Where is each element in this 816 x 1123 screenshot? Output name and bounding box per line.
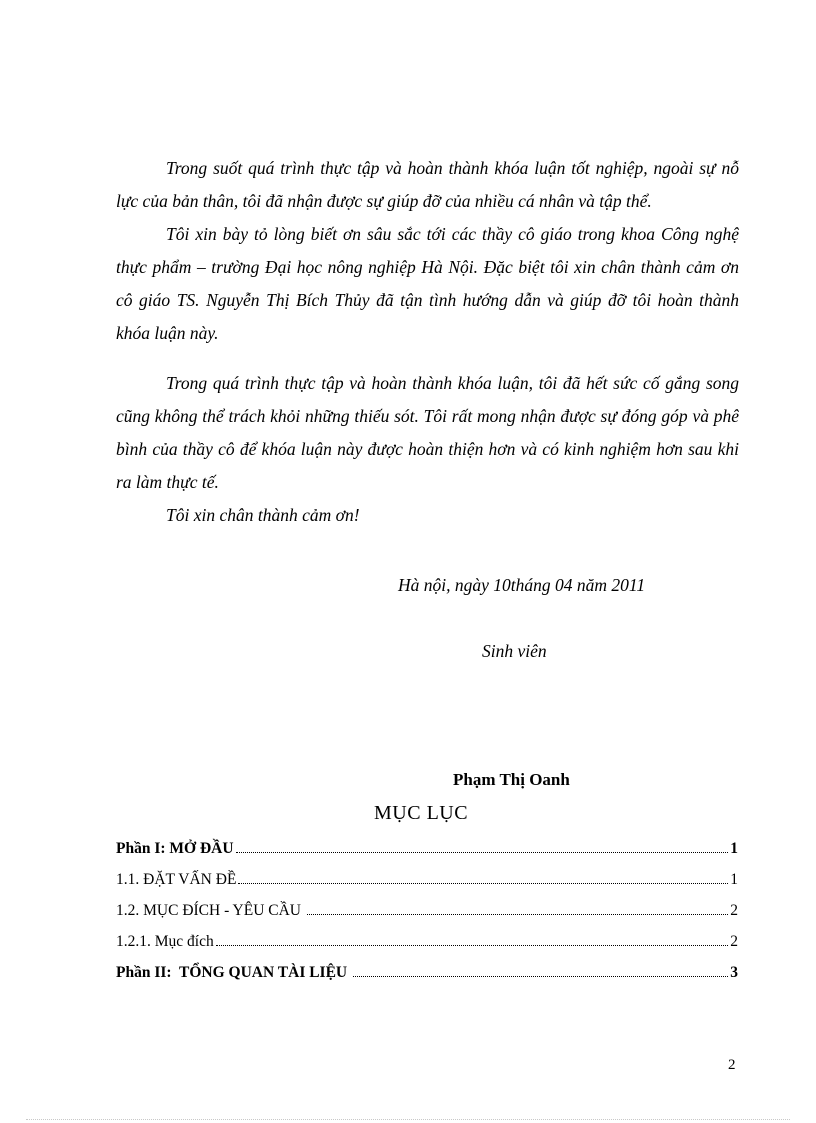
toc-entry-page: 2 [730, 902, 738, 919]
toc-entry[interactable] [116, 933, 738, 964]
signer-name: Phạm Thị Oanh [453, 770, 570, 789]
toc-entry-label: Phần I: MỞ ĐẦU [116, 840, 234, 857]
toc-entry-page: 3 [730, 964, 738, 981]
toc-entry-page: 2 [730, 933, 738, 950]
signer-role: Sinh viên [482, 641, 547, 661]
toc-entry[interactable] [116, 840, 738, 871]
toc-leader-dots [238, 883, 728, 884]
toc-entry-page: 1 [730, 871, 738, 888]
ack-closing: Tôi xin chân thành cảm ơn! [166, 505, 360, 525]
table-of-contents [116, 840, 738, 995]
toc-leader-dots [353, 976, 728, 977]
toc-leader-dots [307, 914, 728, 915]
toc-entry[interactable] [116, 964, 738, 995]
toc-entry-label: 1.1. ĐẶT VẤN ĐỀ [116, 871, 237, 888]
toc-title: MỤC LỤC [374, 802, 469, 824]
place-date: Hà nội, ngày 10tháng 04 năm 2011 [398, 575, 646, 595]
toc-entry-page: 1 [730, 840, 738, 857]
ack-paragraph-1: Trong suốt quá trình thực tập và hoàn thành khóa luận tốt nghiệp, ngoài sự nỗ lực của bản thân, tôi đã nhận được sự giúp đỡ của nhiều cá nhân và tập thể. [116, 158, 739, 211]
toc-entry-label: 1.2. MỤC ĐÍCH - YÊU CẦU [116, 902, 305, 919]
toc-entry-label: 1.2.1. Mục đích [116, 933, 214, 950]
toc-leader-dots [236, 852, 729, 853]
toc-leader-dots [216, 945, 729, 946]
toc-entry[interactable] [116, 871, 738, 902]
page-footer-divider [26, 1119, 790, 1120]
page-number: 2 [728, 1057, 736, 1073]
toc-entry-label: Phần II: TỔNG QUAN TÀI LIỆU [116, 964, 351, 981]
toc-entry[interactable] [116, 902, 738, 933]
ack-paragraph-2: Tôi xin bày tỏ lòng biết ơn sâu sắc tới các thầy cô giáo trong khoa Công nghệ thực phẩm – trường Đại học nông nghiệp Hà Nội. Đặc biệt tôi xin chân thành cảm ơn cô giáo TS. Nguyễn Thị Bích Thủy đã tận tình hướng dẫn và giúp đỡ tôi hoàn thành khóa luận này. [116, 224, 739, 343]
ack-paragraph-3: Trong quá trình thực tập và hoàn thành khóa luận, tôi đã hết sức cố gắng song cũng không thể trách khỏi những thiếu sót. Tôi rất mong nhận được sự đóng góp và phê bình của thầy cô để khóa luận này được hoàn thiện hơn và có kinh nghiệm hơn sau khi ra làm thực tế. [116, 373, 739, 492]
acknowledgement-section [116, 152, 739, 532]
